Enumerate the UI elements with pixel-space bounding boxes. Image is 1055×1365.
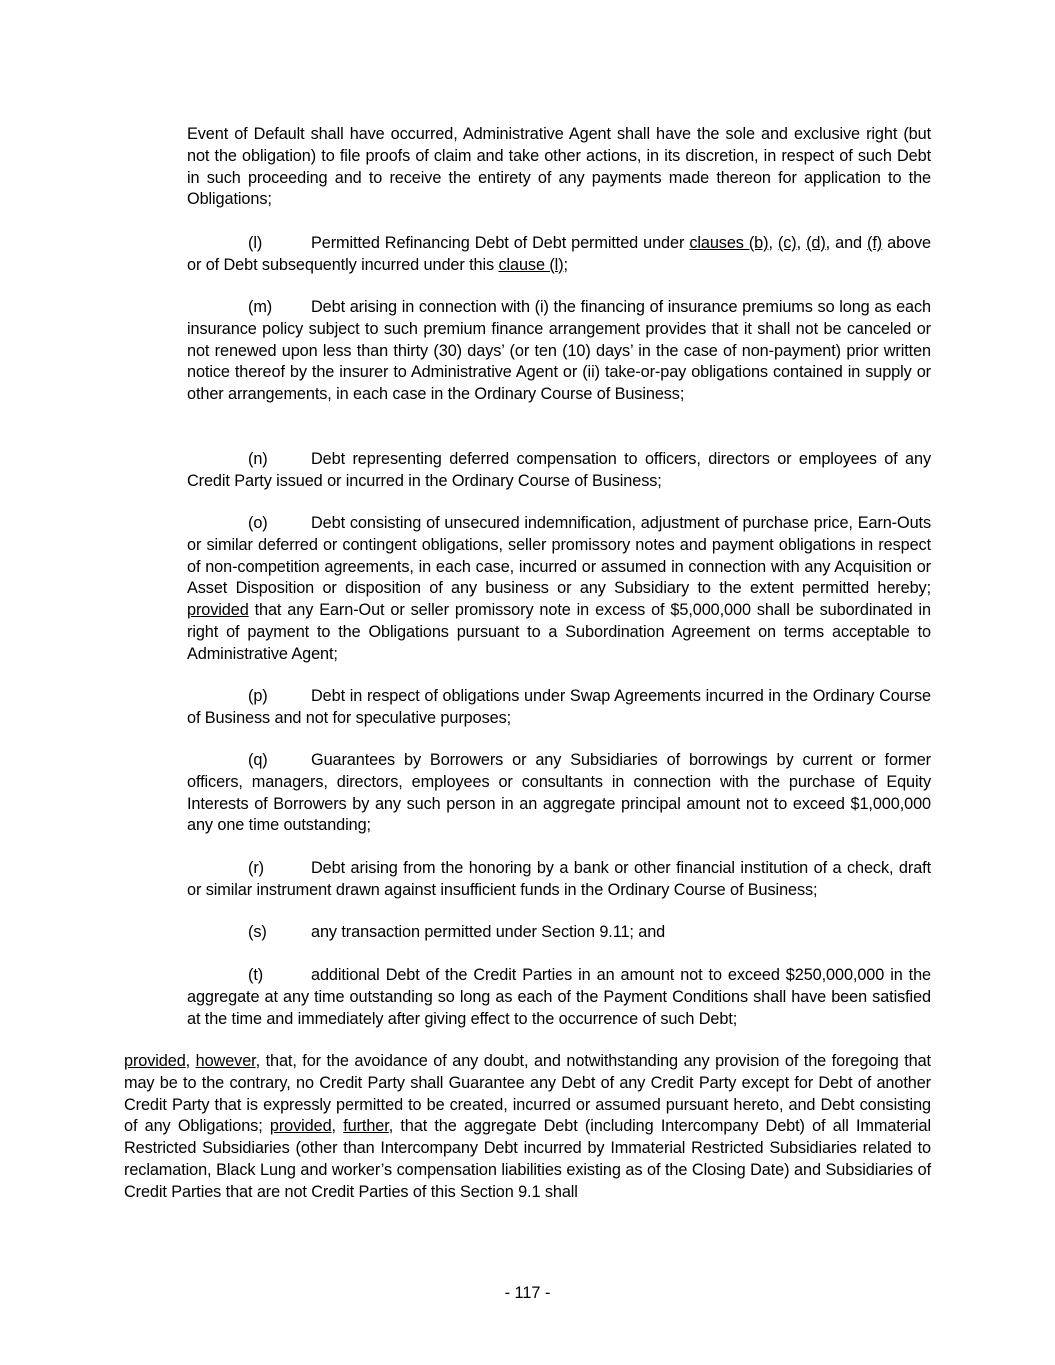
paragraph-intro [187,124,931,211]
clause-label-m: (m) [248,298,273,316]
clause-label-l: (l) [248,234,263,252]
clause-label-s: (s) [248,923,267,941]
clause-label-q: (q) [248,751,268,769]
paragraph-o-text-1: Debt consisting of unsecured indemnification, adjustment of purchase price, Earn-Outs or similar deferred or contingent obligations, seller promissory notes and payment obligations in respect of non-competition agreements, in each case, incurred or assumed in connection with any Acquisition or Asset Disposition or disposition of any business or any Subsidiary to the extent permitted hereby; [187,514,931,598]
paragraph-l-text-3: ; [563,255,568,274]
paragraph-m [187,297,931,406]
paragraph-p-text: Debt in respect of obligations under Swap Agreements incurred in the Ordinary Course of Business and not for speculative purposes; [187,687,931,727]
paragraph-m-text: Debt arising in connection with (i) the financing of insurance premiums so long as each insurance policy subject to such premium finance arrangement provides that it shall not be canceled or not renewed upon less than thirty (30) days’ (or ten (10) days’ in the case of non-payment) prior written notice thereof by the insurer to Administrative Agent or (ii) take-or-pay obligations contained in supply or other arrangements, in each case in the Ordinary Course of Business; [187,298,931,404]
provided-term: provided [187,601,249,620]
paragraph-s-text: any transaction permitted under Section 9.11; and [311,923,666,941]
paragraph-q [187,750,931,837]
clause-label-p: (p) [248,687,268,705]
paragraph-l-text-1: Permitted Refinancing Debt of Debt permitted under [311,234,690,252]
clause-reference-d: (d) [806,234,826,252]
clause-reference-f: (f) [867,234,883,252]
page-number: - 117 - [504,1284,551,1302]
clause-reference-l: clause (l) [498,255,564,274]
paragraph-l-text-2: above or of Debt subsequently incurred under this [187,234,931,274]
provided-term-1: provided [124,1052,186,1070]
however-term: however [195,1052,256,1070]
clause-label-n: (n) [248,450,268,468]
paragraph-q-text: Guarantees by Borrowers or any Subsidiaries of borrowings by current or former officers, managers, directors, employees or consultants in connection with the purchase of Equity Interests of Borrowers by any such person in an aggregate principal amount not to exceed $1,000,000 any one time outstanding; [187,751,931,835]
paragraph-r-text: Debt arising from the honoring by a bank or other financial institution of a check, draft or similar instrument drawn against insufficient funds in the Ordinary Course of Business; [187,859,931,899]
paragraph-l [187,233,931,277]
paragraph-n-text: Debt representing deferred compensation to officers, directors or employees of any Credit Party issued or incurred in the Ordinary Course of Business; [187,450,931,490]
proviso-separator-1: , [185,1052,196,1070]
clause-label-r: (r) [248,859,264,877]
clause-label-t: (t) [248,966,264,984]
paragraph-s [187,922,931,944]
paragraph-p [187,686,931,730]
proviso-separator-2: , [331,1117,344,1136]
clause-reference-c: (c) [777,234,797,252]
paragraph-intro-text: Event of Default shall have occurred, Administrative Agent shall have the sole and exclusive right (but not the obligation) to file proofs of claim and take other actions, in its discretion, in respect of such Debt in such proceeding and to receive the entirety of any payments made thereon for application to the Obligations; [187,125,931,209]
clause-label-o: (o) [248,514,268,532]
paragraph-t-text: additional Debt of the Credit Parties in an amount not to exceed $250,000,000 in the aggregate at any time outstanding so long as each of the Payment Conditions shall have been satisfied at the time and immediately after giving effect to the occurrence of such Debt; [187,966,931,1028]
proviso-text-2: , that the aggregate Debt (including Intercompany Debt) of all Immaterial Restricted Subsidiaries (other than Intercompany Debt incurred by Immaterial Restricted Subsidiaries related to reclamation, Black Lung and worker’s compensation liabilities existing as of the Closing Date) and Subsidiaries of Credit Parties that are not Credit Parties of this Section 9.1 shall [124,1117,931,1201]
paragraph-proviso [124,1051,931,1204]
further-term: further [343,1117,389,1136]
separator-3: , and [825,234,868,252]
paragraph-o [187,513,931,666]
paragraph-o-text-2: that any Earn-Out or seller promissory note in excess of $5,000,000 shall be subordinated in right of payment to the Obligations pursuant to a Subordination Agreement on terms acceptable to Administrative Agent; [187,601,931,663]
proviso-text-1: , that, for the avoidance of any doubt, and notwithstanding any provision of the foregoing that may be to the contrary, no Credit Party shall Guarantee any Debt of any Credit Party except for Debt of another Credit Party that is expressly permitted to be created, incurred or assumed pursuant hereto, and Debt consisting of any Obligations; [124,1052,931,1136]
paragraph-n [187,449,931,493]
paragraph-t [187,965,931,1030]
paragraph-r [187,858,931,902]
provided-term-2: provided [269,1117,332,1136]
separator-2: , [796,234,807,252]
separator-1: , [768,234,778,252]
clause-reference-b: clauses (b) [689,234,769,252]
